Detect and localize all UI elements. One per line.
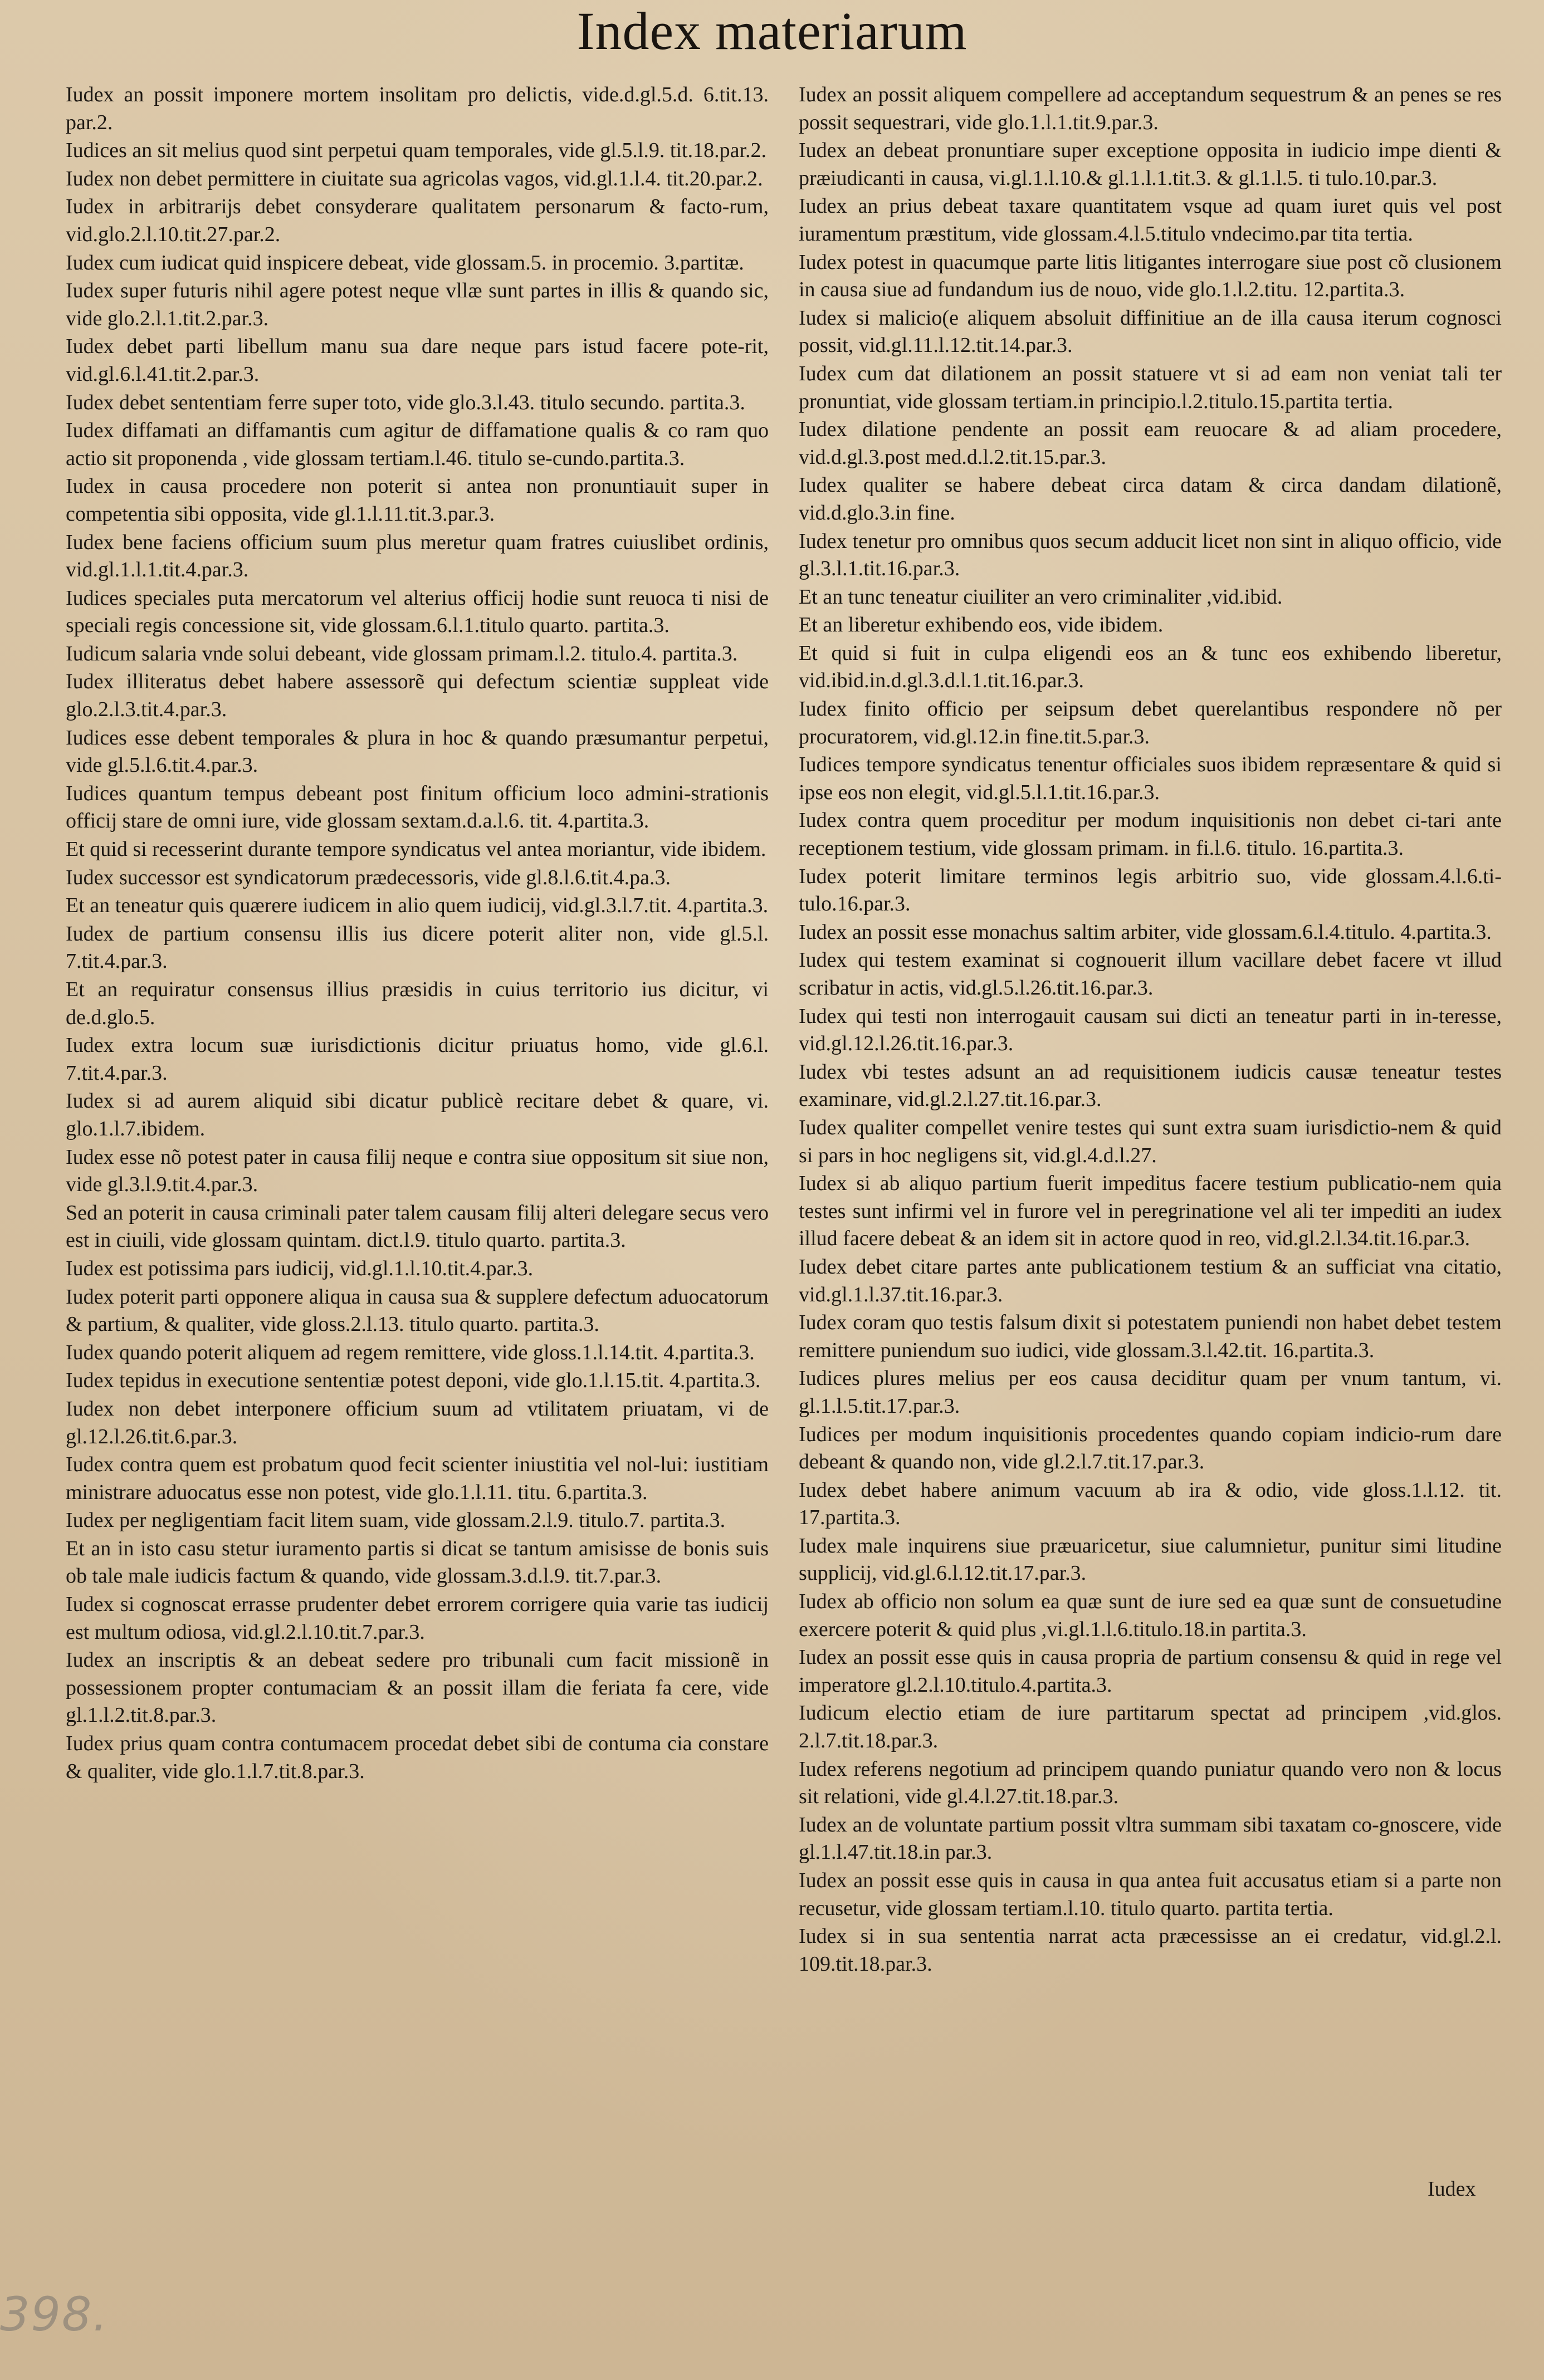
index-entry: Iudex prius quam contra contumacem procedat debet sibi de contuma cia constare & qualiter, vide glo.1.l.7.tit.8.par.3. (66, 1732, 769, 1783)
index-entry: Iudicum salaria vnde solui debeant, vide glossam primam.l.2. titulo.4. partita.3. (66, 641, 738, 665)
index-entry: Et an tunc teneatur ciuiliter an vero criminaliter ,vid.ibid. (799, 585, 1283, 609)
index-entry: Iudex an prius debeat taxare quantitatem vsque ad quam iuret quis vel post iuramentum præstitum, vide glossam.4.l.5.titulo vndecimo.par tita tertia. (799, 194, 1502, 246)
index-entry: Iudex est potissima pars iudicij, vid.gl.1.l.10.tit.4.par.3. (66, 1256, 534, 1280)
index-entry: Iudex de partium consensu illis ius dicere poterit aliter non, vide gl.5.l. 7.tit.4.par.3. (66, 922, 769, 973)
index-entry: Iudex si ad aurem aliquid sibi dicatur publicè recitare debet & quare, vi. glo.1.l.7.ibidem. (66, 1089, 769, 1140)
index-entry: Iudex extra locum suæ iurisdictionis dicitur priuatus homo, vide gl.6.l. 7.tit.4.par.3. (66, 1034, 769, 1085)
index-entry: Iudex non debet permittere in ciuitate sua agricolas vagos, vid.gl.1.l.4. tit.20.par.2. (66, 166, 763, 190)
index-entry: Iudex male inquirens siue præuaricetur, siue calumnietur, punitur simi litudine supplicij, vid.gl.6.l.12.tit.17.par.3. (799, 1534, 1502, 1585)
index-entry: Iudex qualiter se habere debeat circa datam & circa dandam dilationẽ, vid.d.glo.3.in fine. (799, 473, 1502, 525)
index-entry: Iudex debet sententiam ferre super toto, vide glo.3.l.43. titulo secundo. partita.3. (66, 390, 745, 414)
index-entry: Iudex debet parti libellum manu sua dare neque pars istud facere pote-rit, vid.gl.6.l.41.tit.2.par.3. (66, 335, 769, 386)
index-entry: Iudex poterit limitare terminos legis arbitrio suo, vide glossam.4.l.6.ti-tulo.16.par.3. (799, 864, 1502, 916)
index-entry: Iudex cum dat dilationem an possit statuere vt si ad eam non veniat tali ter pronuntiat, vide glossam tertiam.in principio.l.2.titulo.15.partita tertia. (799, 361, 1502, 413)
index-entry: Iudex qui testem examinat si cognouerit illum vacillare debet facere vt illud scribatur in actis, vid.gl.5.l.26.tit.16.par.3. (799, 948, 1502, 1000)
index-entry: Iudex qui testi non interrogauit causam sui dicti an teneatur parti in in-teresse, vid.gl.12.l.26.tit.16.par.3. (799, 1004, 1502, 1056)
index-entry: Iudex debet citare partes ante publicationem testium & an sufficiat vna citatio, vid.gl.1.l.37.tit.16.par.3. (799, 1255, 1502, 1306)
index-entry: Iudex an possit esse monachus saltim arbiter, vide glossam.6.l.4.titulo. 4.partita.3. (799, 920, 1492, 944)
index-entry: Iudex debet habere animum vacuum ab ira & odio, vide gloss.1.l.12. tit. 17.partita.3. (799, 1478, 1502, 1530)
index-entry: Iudex an debeat pronuntiare super exceptione opposita in iudicio impe dienti & præiudicanti in causa, vi.gl.1.l.10.& gl.1.l.1.tit.3. & gl.1.l.5. ti tulo.10.par.3. (799, 139, 1502, 190)
index-entry: Iudex in arbitrarijs debet consyderare qualitatem personarum & facto-rum, vid.glo.2.l.10.tit.27.par.2. (66, 195, 769, 246)
index-entry: Iudex non debet interponere officium suum ad vtilitatem priuatam, vi de gl.12.l.26.tit.6.par.3. (66, 1397, 769, 1448)
index-entry: Et quid si fuit in culpa eligendi eos an & tunc eos exhibendo liberetur, vid.ibid.in.d.gl.3.d.l.1.tit.16.par.3. (799, 641, 1502, 693)
catchword: Iudex (1428, 2177, 1476, 2201)
index-entry: Iudex in causa procedere non poterit si antea non pronuntiauit super in competentia sibi opposita, vide gl.1.l.11.tit.3.par.3. (66, 474, 769, 526)
index-entry: Et an teneatur quis quærere iudicem in alio quem iudicij, vid.gl.3.l.7.tit. 4.partita.3. (66, 894, 769, 918)
index-entry: Iudices plures melius per eos causa deciditur quam per vnum tantum, vi. gl.1.l.5.tit.17.par.3. (799, 1367, 1502, 1418)
index-entry: Iudex an de voluntate partium possit vltra summam sibi taxatam co-gnoscere, vide gl.1.l.47.tit.18.in par.3. (799, 1813, 1502, 1864)
index-entry: Iudex si ab aliquo partium fuerit impeditus facere testium publicatio-nem quia testes sunt infirmi vel in furore vel in peregrinatione vel ali ter impediti an iudex illud facere debeat & an idem sit in actore quod in reo, vid.gl.2.l.34.tit.16.par.3. (799, 1172, 1502, 1251)
index-entry: Iudex an possit imponere mortem insolitam pro delictis, vide.d.gl.5.d. 6.tit.13. par.2. (66, 83, 769, 134)
index-entry: Iudex an inscriptis & an debeat sedere pro tribunali cum facit missionẽ in possessionem propter contumaciam & an possit illam die feriata fa cere, vide gl.1.l.2.tit.8.par.3. (66, 1648, 769, 1727)
index-entry: Iudex dilatione pendente an possit eam reuocare & ad aliam procedere, vid.d.gl.3.post med.d.l.2.tit.15.par.3. (799, 418, 1502, 469)
index-entry: Iudex an possit aliquem compellere ad acceptandum sequestrum & an penes se res possit sequestrari, vide glo.1.l.1.tit.9.par.3. (799, 83, 1502, 134)
index-entry: Iudex vbi testes adsunt an ad requisitionem iudicis causæ teneatur testes examinare, vid.gl.2.l.27.tit.16.par.3. (799, 1060, 1502, 1111)
index-entry: Iudices quantum tempus debeant post finitum officium loco admini-strationis officij stare de omni iure, vide glossam sextam.d.a.l.6. tit. 4.partita.3. (66, 781, 769, 833)
index-entry: Iudex diffamati an diffamantis cum agitur de diffamatione qualis & co ram quo actio sit proponenda , vide glossam tertiam.l.46. titulo se-cundo.partita.3. (66, 419, 769, 470)
index-entry: Iudex contra quem est probatum quod fecit scienter iniustitia vel nol-lui: iustitiam ministrare aduocatus esse non potest, vide glo.1.l.11. titu. 6.partita.3. (66, 1453, 769, 1504)
index-entry: Iudex ab officio non solum ea quæ sunt de iure sed ea quæ sunt de consuetudine exercere poterit & quid plus ,vi.gl.1.l.6.titulo.18.in partita.3. (799, 1590, 1502, 1641)
left-column (66, 81, 769, 1786)
index-entry: Iudex potest in quacumque parte litis litigantes interrogare siue post cõ clusionem in causa siue ad fundandum ius de nouo, vide glo.1.l.2.titu. 12.partita.3. (799, 250, 1502, 302)
index-entry: Iudex an possit esse quis in causa in qua antea fuit accusatus etiam si a parte non recusetur, vide glossam tertiam.l.10. titulo quarto. partita tertia. (799, 1869, 1502, 1920)
index-entry: Iudex coram quo testis falsum dixit si potestatem puniendi non habet debet testem remittere puniendum suo iudici, vide glossam.3.l.42.tit. 16.partita.3. (799, 1311, 1502, 1362)
index-entry: Iudex poterit parti opponere aliqua in causa sua & supplere defectum aduocatorum & partium, & qualiter, vide gloss.2.l.13. titulo quarto. partita.3. (66, 1285, 769, 1336)
index-entry: Iudex successor est syndicatorum prædecessoris, vide gl.8.l.6.tit.4.pa.3. (66, 865, 671, 889)
index-entry: Iudices speciales puta mercatorum vel alterius officij hodie sunt reuoca ti nisi de speciali regis concessione sit, vide glossam.6.l.1.titulo quarto. partita.3. (66, 586, 769, 638)
index-entry: Et an in isto casu stetur iuramento partis si dicat se tantum amisisse de bonis suis ob tale male iudicis factum & quando, vide glossam.3.d.l.9. tit.7.par.3. (66, 1536, 769, 1588)
index-entry: Iudex si malicio(e aliquem absoluit diffinitiue an de illa causa iterum cognosci possit, vid.gl.11.l.12.tit.14.par.3. (799, 306, 1502, 358)
index-entry: Iudex super futuris nihil agere potest neque vllæ sunt partes in illis & quando sic, vide glo.2.l.1.tit.2.par.3. (66, 279, 769, 330)
index-entry: Iudices tempore syndicatus tenentur officiales suos ibidem repræsentare & quid si ipse eos non elegit, vid.gl.5.l.1.tit.16.par.3. (799, 753, 1502, 804)
index-entry: Iudices per modum inquisitionis procedentes quando copiam indicio-rum dare debeant & quando non, vide gl.2.l.7.tit.17.par.3. (799, 1422, 1502, 1474)
index-entry: Iudices esse debent temporales & plura in hoc & quando præsumantur perpetui, vide gl.5.l.6.tit.4.par.3. (66, 726, 769, 777)
index-entry: Iudex tenetur pro omnibus quos secum adducit licet non sint in aliquo officio, vide gl.3.l.1.tit.16.par.3. (799, 529, 1502, 581)
pencil-page-number: 398. (0, 2287, 109, 2342)
index-entry: Iudex qualiter compellet venire testes qui sunt extra suam iurisdictio-nem & quid si pars in hoc negligens sit, vid.gl.4.d.l.27. (799, 1115, 1502, 1167)
index-entry: Iudex esse nõ potest pater in causa filij neque e contra siue oppositum sit siue non, vide gl.3.l.9.tit.4.par.3. (66, 1145, 769, 1197)
right-column (799, 81, 1502, 1979)
index-entry: Iudex finito officio per seipsum debet querelantibus respondere nõ per procuratorem, vid.gl.12.in fine.tit.5.par.3. (799, 697, 1502, 748)
index-entry: Iudex contra quem proceditur per modum inquisitionis non debet ci-tari ante receptionem testium, vide glossam primam. in fi.l.6. titulo. 16.partita.3. (799, 809, 1502, 860)
index-entry: Iudex referens negotium ad principem quando puniatur quando vero non & locus sit relationi, vide gl.4.l.27.tit.18.par.3. (799, 1757, 1502, 1809)
index-entry: Et quid si recesserint durante tempore syndicatus vel antea moriantur, vide ibidem. (66, 838, 766, 861)
index-entry: Et an liberetur exhibendo eos, vide ibidem. (799, 613, 1164, 637)
index-entry: Iudex bene faciens officium suum plus meretur quam fratres cuiuslibet ordinis, vid.gl.1.l.1.tit.4.par.3. (66, 530, 769, 582)
index-entry: Iudex an possit esse quis in causa propria de partium consensu & quid in rege vel imperatore gl.2.l.10.titulo.4.partita.3. (799, 1646, 1502, 1697)
index-entry: Iudices an sit melius quod sint perpetui quam temporales, vide gl.5.l.9. tit.18.par.2. (66, 139, 767, 163)
index-entry: Iudicum electio etiam de iure partitarum spectat ad principem ,vid.glos. 2.l.7.tit.18.par.3. (799, 1701, 1502, 1753)
page-title: Index materiarum (576, 1, 968, 61)
index-entry: Iudex si cognoscat errasse prudenter debet errorem corrigere quia varie tas iudicij est multum odiosa, vid.gl.2.l.10.tit.7.par.3. (66, 1593, 769, 1644)
index-entry: Iudex illiteratus debet habere assessorẽ qui defectum scientiæ suppleat vide glo.2.l.3.tit.4.par.3. (66, 670, 769, 722)
index-entry: Iudex quando poterit aliquem ad regem remittere, vide gloss.1.l.14.tit. 4.partita.3. (66, 1340, 755, 1364)
index-entry: Sed an poterit in causa criminali pater talem causam filij alteri delegare secus vero est in ciuili, vide glossam quintam. dict.l.9. titulo quarto. partita.3. (66, 1201, 769, 1252)
index-entry: Iudex cum iudicat quid inspicere debeat, vide glossam.5. in procemio. 3.partitæ. (66, 251, 744, 275)
index-entry: Iudex si in sua sententia narrat acta præcessisse an ei credatur, vid.gl.2.l. 109.tit.18.par.3. (799, 1924, 1502, 1976)
index-entry: Et an requiratur consensus illius præsidis in cuius territorio ius dicitur, vi de.d.glo.5. (66, 978, 769, 1029)
index-entry: Iudex tepidus in executione sententiæ potest deponi, vide glo.1.l.15.tit. 4.partita.3. (66, 1369, 761, 1393)
index-entry: Iudex per negligentiam facit litem suam, vide glossam.2.l.9. titulo.7. partita.3. (66, 1509, 726, 1532)
